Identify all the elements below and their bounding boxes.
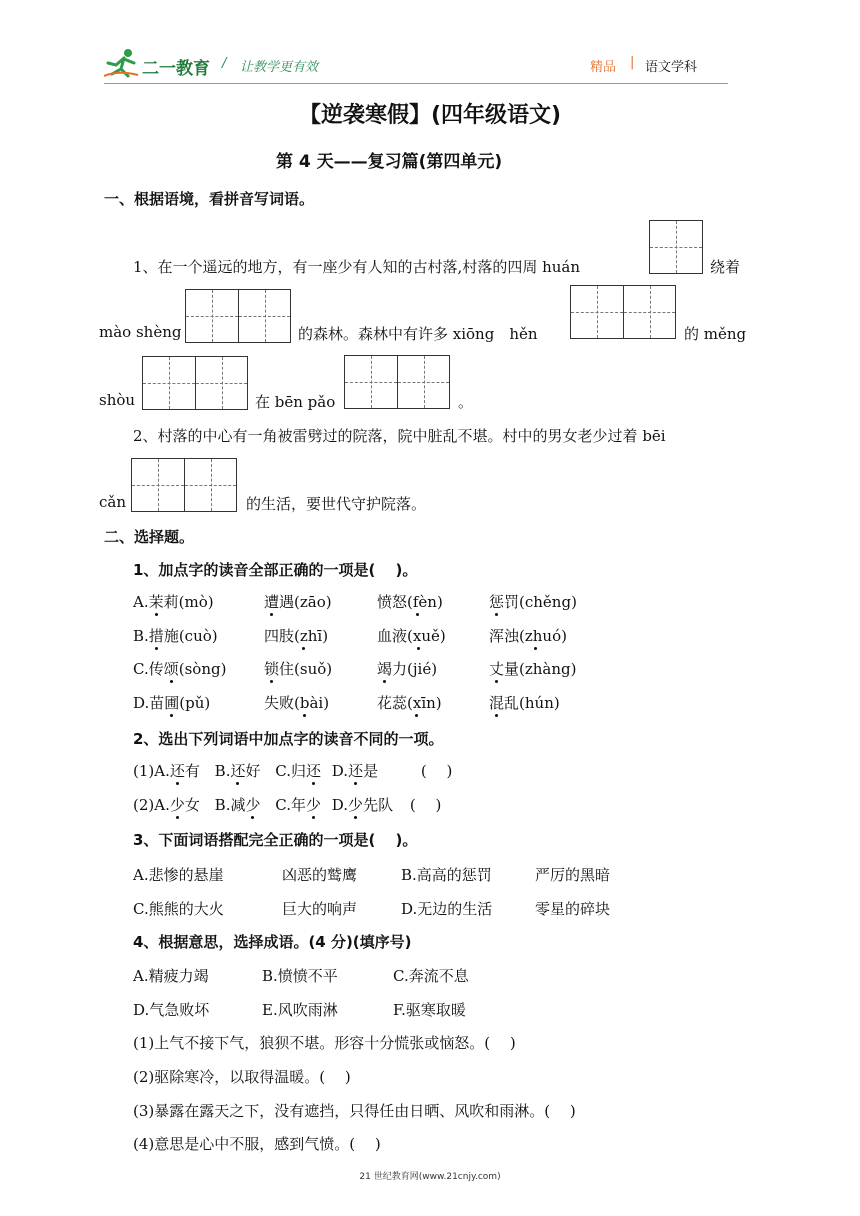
q2-text-part2: 的生活，要世代守护院落。 (246, 495, 427, 513)
q1-text-part3: 的森林。森林中有许多 xiōng hěn (298, 325, 538, 343)
page-footer: 21 世纪教育网(www.21cnjy.com) (359, 1172, 501, 1182)
q2-4-item-1: (1)上气不接下气，狼狈不堪。形容十分慌张或恼怒。( ) (133, 1034, 516, 1052)
q2-3-option-d2: 零星的碎块 (535, 900, 611, 918)
q2-1-option-c-col4: 丈量(zhàng) (489, 660, 577, 678)
q2-3-option-a2: 凶恶的鹫鹰 (282, 866, 358, 884)
q2-4-option-a: A.精疲力竭 (133, 967, 209, 985)
q2-1-option-a-col1: A.茉莉(mò) (133, 593, 214, 611)
q2-2-line2: (2)A.少女 B.减少 C.年少 D.少先队 ( ) (133, 796, 442, 814)
header-divider: | (630, 55, 635, 70)
q2-1-option-d-col1: D.苗圃(pǔ) (133, 694, 211, 712)
q2-1-option-c-col1: C.传颂(sòng) (133, 660, 227, 678)
q2-1-option-c-col3: 竭力(jié) (377, 660, 438, 678)
logo-text: 二一教育 (142, 59, 210, 79)
q2-3-option-c1: C.熊熊的大火 (133, 900, 224, 918)
tianzige-box-maosheng[interactable] (185, 289, 291, 343)
q2-4-stem: 4、根据意思，选择成语。(4 分)(填序号) (133, 933, 412, 951)
q2-1-option-a-col3: 愤怒(fèn) (377, 593, 443, 611)
pinyin-maosheng: mào shèng (99, 323, 182, 341)
q2-4-item-4: (4)意思是心中不服，感到气愤。( ) (133, 1135, 381, 1153)
q2-3-option-b1: B.高高的惩罚 (401, 866, 492, 884)
subject-label: 语文学科 (645, 60, 698, 75)
pinyin-can: cǎn (99, 493, 127, 511)
tianzige-box-benpao[interactable] (344, 355, 450, 409)
runner-logo-icon (104, 48, 140, 78)
pinyin-shou: shòu (99, 391, 136, 409)
q2-4-option-e: E.风吹雨淋 (262, 1001, 338, 1019)
q1-text-part6: 。 (458, 393, 474, 411)
tianzige-box-mengshou[interactable] (142, 356, 248, 410)
q2-1-option-b-col1: B.措施(cuò) (133, 627, 218, 645)
q2-3-option-b2: 严厉的黑暗 (535, 866, 611, 884)
q2-2-stem: 2、选出下列词语中加点字的读音不同的一项。 (133, 730, 444, 748)
tianzige-box-xionghen[interactable] (570, 285, 676, 339)
q2-text-part1: 2、村落的中心有一角被雷劈过的院落，院中脏乱不堪。村中的男女老少过着 bēi (133, 427, 666, 445)
q2-4-option-b: B.愤愤不平 (262, 967, 338, 985)
header-rule (104, 83, 728, 84)
page-title: 【逆袭寒假】(四年级语文) (298, 103, 562, 128)
q2-4-item-3: (3)暴露在露天之下，没有遮挡，只得任由日晒、风吹和雨淋。( ) (133, 1102, 576, 1120)
q2-1-option-d-col4: 混乱(hún) (489, 694, 560, 712)
q2-3-stem: 3、下面词语搭配完全正确的一项是( )。 (133, 831, 418, 849)
q2-3-option-d1: D.无边的生活 (401, 900, 493, 918)
section2-heading: 二、选择题。 (104, 528, 195, 546)
q2-4-option-c: C.奔流不息 (393, 967, 469, 985)
q2-4-option-f: F.驱寒取暖 (393, 1001, 466, 1019)
q1-text-part4: 的 měng (684, 325, 747, 343)
q2-4-option-d: D.气急败坏 (133, 1001, 210, 1019)
q2-1-option-c-col2: 锁住(suǒ) (264, 660, 333, 678)
q2-1-option-b-col2: 四肢(zhī) (264, 627, 329, 645)
slogan: 让教学更有效 (240, 60, 319, 75)
q2-1-option-a-col2: 遭遇(zāo) (264, 593, 332, 611)
quality-badge: 精品 (590, 60, 617, 75)
page-subtitle: 第 4 天——复习篇(第四单元) (276, 152, 503, 172)
q2-1-option-b-col3: 血液(xuě) (377, 627, 446, 645)
tianzige-box-huanrao[interactable] (649, 220, 703, 274)
q1-text-part1: 1、在一个遥远的地方，有一座少有人知的古村落,村落的四周 huán (133, 258, 581, 276)
q2-4-item-2: (2)驱除寒冷，以取得温暖。( ) (133, 1068, 351, 1086)
q2-1-option-d-col3: 花蕊(xīn) (377, 694, 442, 712)
tianzige-box-beican[interactable] (131, 458, 237, 512)
q2-1-option-d-col2: 失败(bài) (264, 694, 330, 712)
section1-heading: 一、根据语境，看拼音写词语。 (104, 190, 315, 208)
q1-text-part2: 绕着 (710, 258, 741, 276)
q2-1-stem: 1、加点字的读音全部正确的一项是( )。 (133, 561, 418, 579)
slogan-separator: / (222, 56, 227, 71)
q2-3-option-a1: A.悲惨的悬崖 (133, 866, 224, 884)
q1-text-part5: 在 bēn pǎo (255, 393, 336, 411)
q2-1-option-b-col4: 浑浊(zhuó) (489, 627, 567, 645)
q2-1-option-a-col4: 惩罚(chěng) (489, 593, 577, 611)
q2-3-option-c2: 巨大的响声 (282, 900, 358, 918)
q2-2-line1: (1)A.还有 B.还好 C.归还 D.还是 ( ) (133, 762, 453, 780)
